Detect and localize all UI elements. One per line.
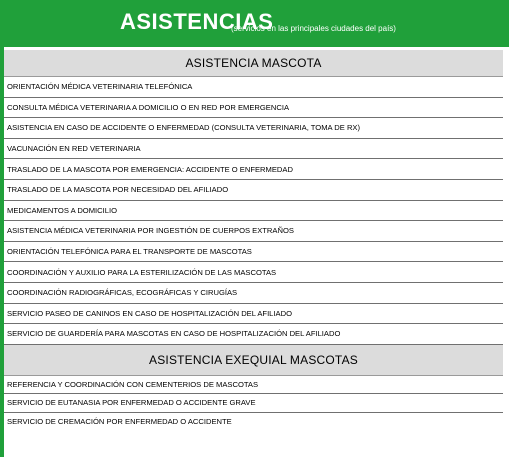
table-row: ORIENTACIÓN MÉDICA VETERINARIA TELEFÓNICA [4, 77, 503, 98]
table-row: SERVICIO PASEO DE CANINOS EN CASO DE HOSPITALIZACIÓN DEL AFILIADO [4, 304, 503, 325]
table-row: ASISTENCIA MÉDICA VETERINARIA POR INGESTIÓN DE CUERPOS EXTRAÑOS [4, 221, 503, 242]
table-row: CONSULTA MÉDICA VETERINARIA A DOMICILIO O EN RED POR EMERGENCIA [4, 98, 503, 119]
table-row: TRASLADO DE LA MASCOTA POR EMERGENCIA: ACCIDENTE O ENFERMEDAD [4, 159, 503, 180]
table-row: SERVICIO DE EUTANASIA POR ENFERMEDAD O ACCIDENTE GRAVE [4, 394, 503, 413]
section-header-asistencia-exequial: ASISTENCIA EXEQUIAL MASCOTAS [4, 345, 503, 376]
section-header-asistencia-mascota: ASISTENCIA MASCOTA [4, 50, 503, 77]
table-row: TRASLADO DE LA MASCOTA POR NECESIDAD DEL AFILIADO [4, 180, 503, 201]
services-table [4, 47, 503, 431]
table-row: SERVICIO DE CREMACIÓN POR ENFERMEDAD O ACCIDENTE [7, 417, 232, 427]
page-title: ASISTENCIAS [120, 9, 274, 34]
table-row: REFERENCIA Y COORDINACIÓN CON CEMENTERIOS DE MASCOTAS [4, 376, 503, 395]
table-row: SERVICIO DE GUARDERÍA PARA MASCOTAS EN CASO DE HOSPITALIZACIÓN DEL AFILIADO [4, 324, 503, 345]
table-row: ASISTENCIA EN CASO DE ACCIDENTE O ENFERMEDAD (CONSULTA VETERINARIA, TOMA DE RX) [4, 118, 503, 139]
table-row: COORDINACIÓN RADIOGRÁFICAS, ECOGRÁFICAS Y CIRUGÍAS [4, 283, 503, 304]
table-row: COORDINACIÓN Y AUXILIO PARA LA ESTERILIZACIÓN DE LAS MASCOTAS [4, 262, 503, 283]
page-header [4, 0, 509, 47]
table-row: VACUNACIÓN EN RED VETERINARIA [4, 139, 503, 160]
table-row: ORIENTACIÓN TELEFÓNICA PARA EL TRANSPORTE DE MASCOTAS [4, 242, 503, 263]
table-row: MEDICAMENTOS A DOMICILIO [4, 201, 503, 222]
page-subtitle: (servicios en las principales ciudades del país) [231, 24, 396, 33]
